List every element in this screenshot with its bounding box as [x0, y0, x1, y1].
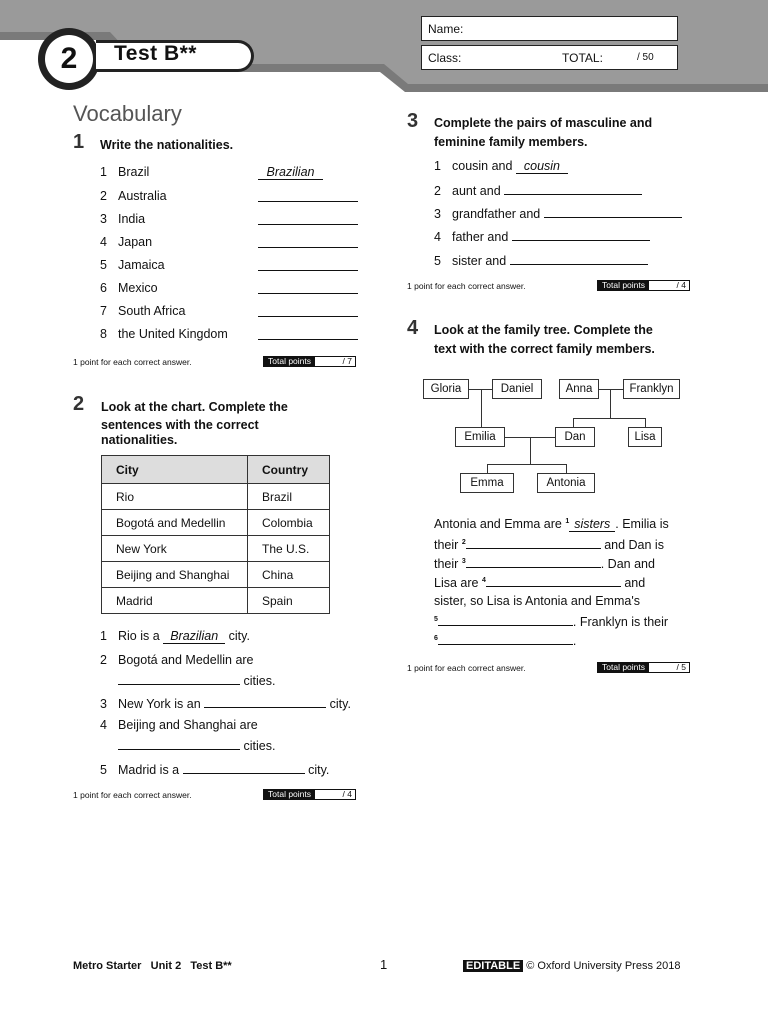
tree-line [599, 389, 623, 390]
ex4-text-line-4: Lisa are $^4$ and [434, 576, 646, 590]
ex4-text-line-3: their $^3$ . Dan and [434, 557, 655, 571]
ex1-total-value: / 7 [342, 356, 352, 366]
tree-line [573, 418, 646, 419]
ex4-blank-4[interactable] [486, 574, 621, 587]
ex4-blank-6[interactable] [438, 632, 573, 645]
ex3-instruction-2: feminine family members. [434, 135, 588, 149]
ex2-sentence-3: 3 New York is an city. [100, 697, 351, 711]
ex4-text-line-2: their $^2$ and Dan is [434, 538, 664, 552]
footer-copyright-line [463, 960, 680, 972]
city-country-table [101, 455, 330, 614]
ex4-instruction-2: text with the correct family members. [434, 342, 655, 356]
ex3-blank-5[interactable] [510, 252, 648, 265]
ex2-sentence-1: 1 Rio is a Brazilian city. [100, 629, 250, 643]
ex2-number: 2 [73, 393, 85, 415]
ex1-item-8: 8 the United Kingdom [100, 327, 228, 341]
ex2-blank-4[interactable] [118, 737, 240, 750]
ex1-item-2: 2 Australia [100, 189, 167, 203]
ex2-sentence-2-cont: cities. [118, 672, 275, 688]
ex4-text-line-7: $^6$ . [434, 634, 577, 648]
ex4-total-label: Total points [598, 663, 649, 672]
ex1-item-3: 3 India [100, 212, 146, 226]
total-label: TOTAL: [562, 50, 603, 65]
tree-line [487, 464, 566, 465]
ex1-blank-3[interactable] [258, 224, 358, 225]
ex1-item-6: 6 Mexico [100, 281, 158, 295]
test-title: Test B** [114, 42, 197, 65]
ex1-answer-1[interactable]: Brazilian [258, 165, 323, 180]
copyright: © Oxford University Press 2018 [526, 960, 681, 972]
ex2-blank-2[interactable] [118, 672, 240, 685]
tree-line [481, 389, 482, 427]
table-row: Madrid Spain [102, 588, 330, 614]
page-number: 1 [380, 957, 388, 972]
ex2-blank-5[interactable] [183, 761, 305, 774]
tree-line [487, 464, 488, 473]
tree-node-gloria: Gloria [423, 379, 469, 399]
ex2-total-label: Total points [264, 790, 315, 799]
ex1-number: 1 [73, 131, 85, 153]
ex4-number: 4 [407, 317, 419, 339]
ex3-total-label: Total points [598, 281, 649, 290]
ex3-blank-3[interactable] [544, 205, 682, 218]
tree-node-emma: Emma [460, 473, 514, 493]
ex1-blank-6[interactable] [258, 293, 358, 294]
tree-line [573, 418, 574, 427]
ex2-points-note: 1 point for each correct answer. [73, 790, 192, 800]
ex1-item-7: 7 South Africa [100, 304, 186, 318]
name-field[interactable] [421, 16, 678, 41]
ex2-blank-3[interactable] [204, 695, 326, 708]
ex3-blank-4[interactable] [512, 228, 650, 241]
table-header-row [102, 456, 330, 484]
ex3-number: 3 [407, 110, 419, 132]
ex2-instruction-1: Look at the chart. Complete the [101, 400, 288, 414]
ex4-total-box [597, 662, 690, 673]
table-row: Bogotá and Medellin Colombia [102, 510, 330, 536]
ex2-sentence-2: 2 Bogotá and Medellin are [100, 653, 254, 667]
ex2-sentence-4: 4 Beijing and Shanghai are [100, 718, 258, 732]
name-label: Name: [428, 21, 464, 36]
table-row: Beijing and Shanghai China [102, 562, 330, 588]
ex4-blank-2[interactable] [466, 536, 601, 549]
tree-node-franklyn: Franklyn [623, 379, 680, 399]
ex4-text-line-6: $^5$ . Franklyn is their [434, 615, 669, 629]
table-header-country: Country [248, 456, 330, 484]
unit-badge [38, 28, 100, 90]
tree-node-dan: Dan [555, 427, 595, 447]
ex3-item-5: 5 sister and [434, 252, 648, 268]
ex1-blank-2[interactable] [258, 201, 358, 202]
ex4-blank-5[interactable] [438, 613, 573, 626]
ex4-text-line-1: Antonia and Emma are $^1$ sisters . Emilia is [434, 517, 669, 531]
tree-line [566, 464, 567, 473]
ex4-total-value: / 5 [676, 662, 686, 672]
ex2-answer-1[interactable]: Brazilian [163, 629, 225, 644]
ex3-item-1: 1 cousin and cousin [434, 159, 568, 174]
tree-node-antonia: Antonia [537, 473, 595, 493]
ex4-blank-3[interactable] [466, 555, 601, 568]
class-field[interactable] [421, 45, 678, 70]
ex2-sentence-5: 5 Madrid is a city. [100, 763, 330, 777]
ex1-blank-5[interactable] [258, 270, 358, 271]
ex3-item-3: 3 grandfather and [434, 205, 682, 221]
ex4-answer-1[interactable]: sisters [569, 517, 615, 532]
ex2-instruction-3: nationalities. [101, 433, 178, 447]
ex1-blank-4[interactable] [258, 247, 358, 248]
ex1-item-5: 5 Jamaica [100, 258, 165, 272]
table-header-city: City [102, 456, 248, 484]
ex2-instruction-2: sentences with the correct [101, 418, 259, 432]
ex2-sentence-4-cont: cities. [118, 737, 275, 753]
ex4-instruction-1: Look at the family tree. Complete the [434, 323, 653, 337]
ex2-total-box [263, 789, 356, 800]
tree-node-lisa: Lisa [628, 427, 662, 447]
ex3-blank-2[interactable] [504, 182, 642, 195]
ex3-total-value: / 4 [676, 280, 686, 290]
tree-node-anna: Anna [559, 379, 599, 399]
ex3-points-note: 1 point for each correct answer. [407, 281, 526, 291]
class-label: Class: [428, 50, 462, 65]
table-row: Rio Brazil [102, 484, 330, 510]
ex3-total-box [597, 280, 690, 291]
ex1-item-4: 4 Japan [100, 235, 153, 249]
ex1-blank-8[interactable] [258, 339, 358, 340]
unit-number: 2 [45, 35, 93, 83]
total-score: / 50 [637, 52, 654, 63]
ex1-blank-7[interactable] [258, 316, 358, 317]
tree-line [645, 418, 646, 427]
ex1-total-label: Total points [264, 357, 315, 366]
tree-node-emilia: Emilia [455, 427, 505, 447]
ex1-item-1: 1 Brazil [100, 165, 150, 179]
tree-node-daniel: Daniel [492, 379, 542, 399]
ex1-total-box [263, 356, 356, 367]
ex1-instruction: Write the nationalities. [100, 138, 234, 152]
footer-course: Metro Starter Unit 2 Test B** [73, 960, 232, 972]
tree-line [610, 389, 611, 418]
ex4-text-line-5: sister, so Lisa is Antonia and Emma's [434, 594, 640, 608]
ex3-item-4: 4 father and [434, 228, 650, 244]
tree-line [530, 437, 531, 464]
ex4-points-note: 1 point for each correct answer. [407, 663, 526, 673]
section-title: Vocabulary [73, 101, 182, 126]
editable-badge: EDITABLE [463, 960, 523, 972]
ex2-total-value: / 4 [342, 789, 352, 799]
ex1-points-note: 1 point for each correct answer. [73, 357, 192, 367]
ex3-answer-1[interactable]: cousin [516, 159, 568, 174]
ex3-item-2: 2 aunt and [434, 182, 642, 198]
ex3-instruction-1: Complete the pairs of masculine and [434, 116, 653, 130]
table-row: New York The U.S. [102, 536, 330, 562]
